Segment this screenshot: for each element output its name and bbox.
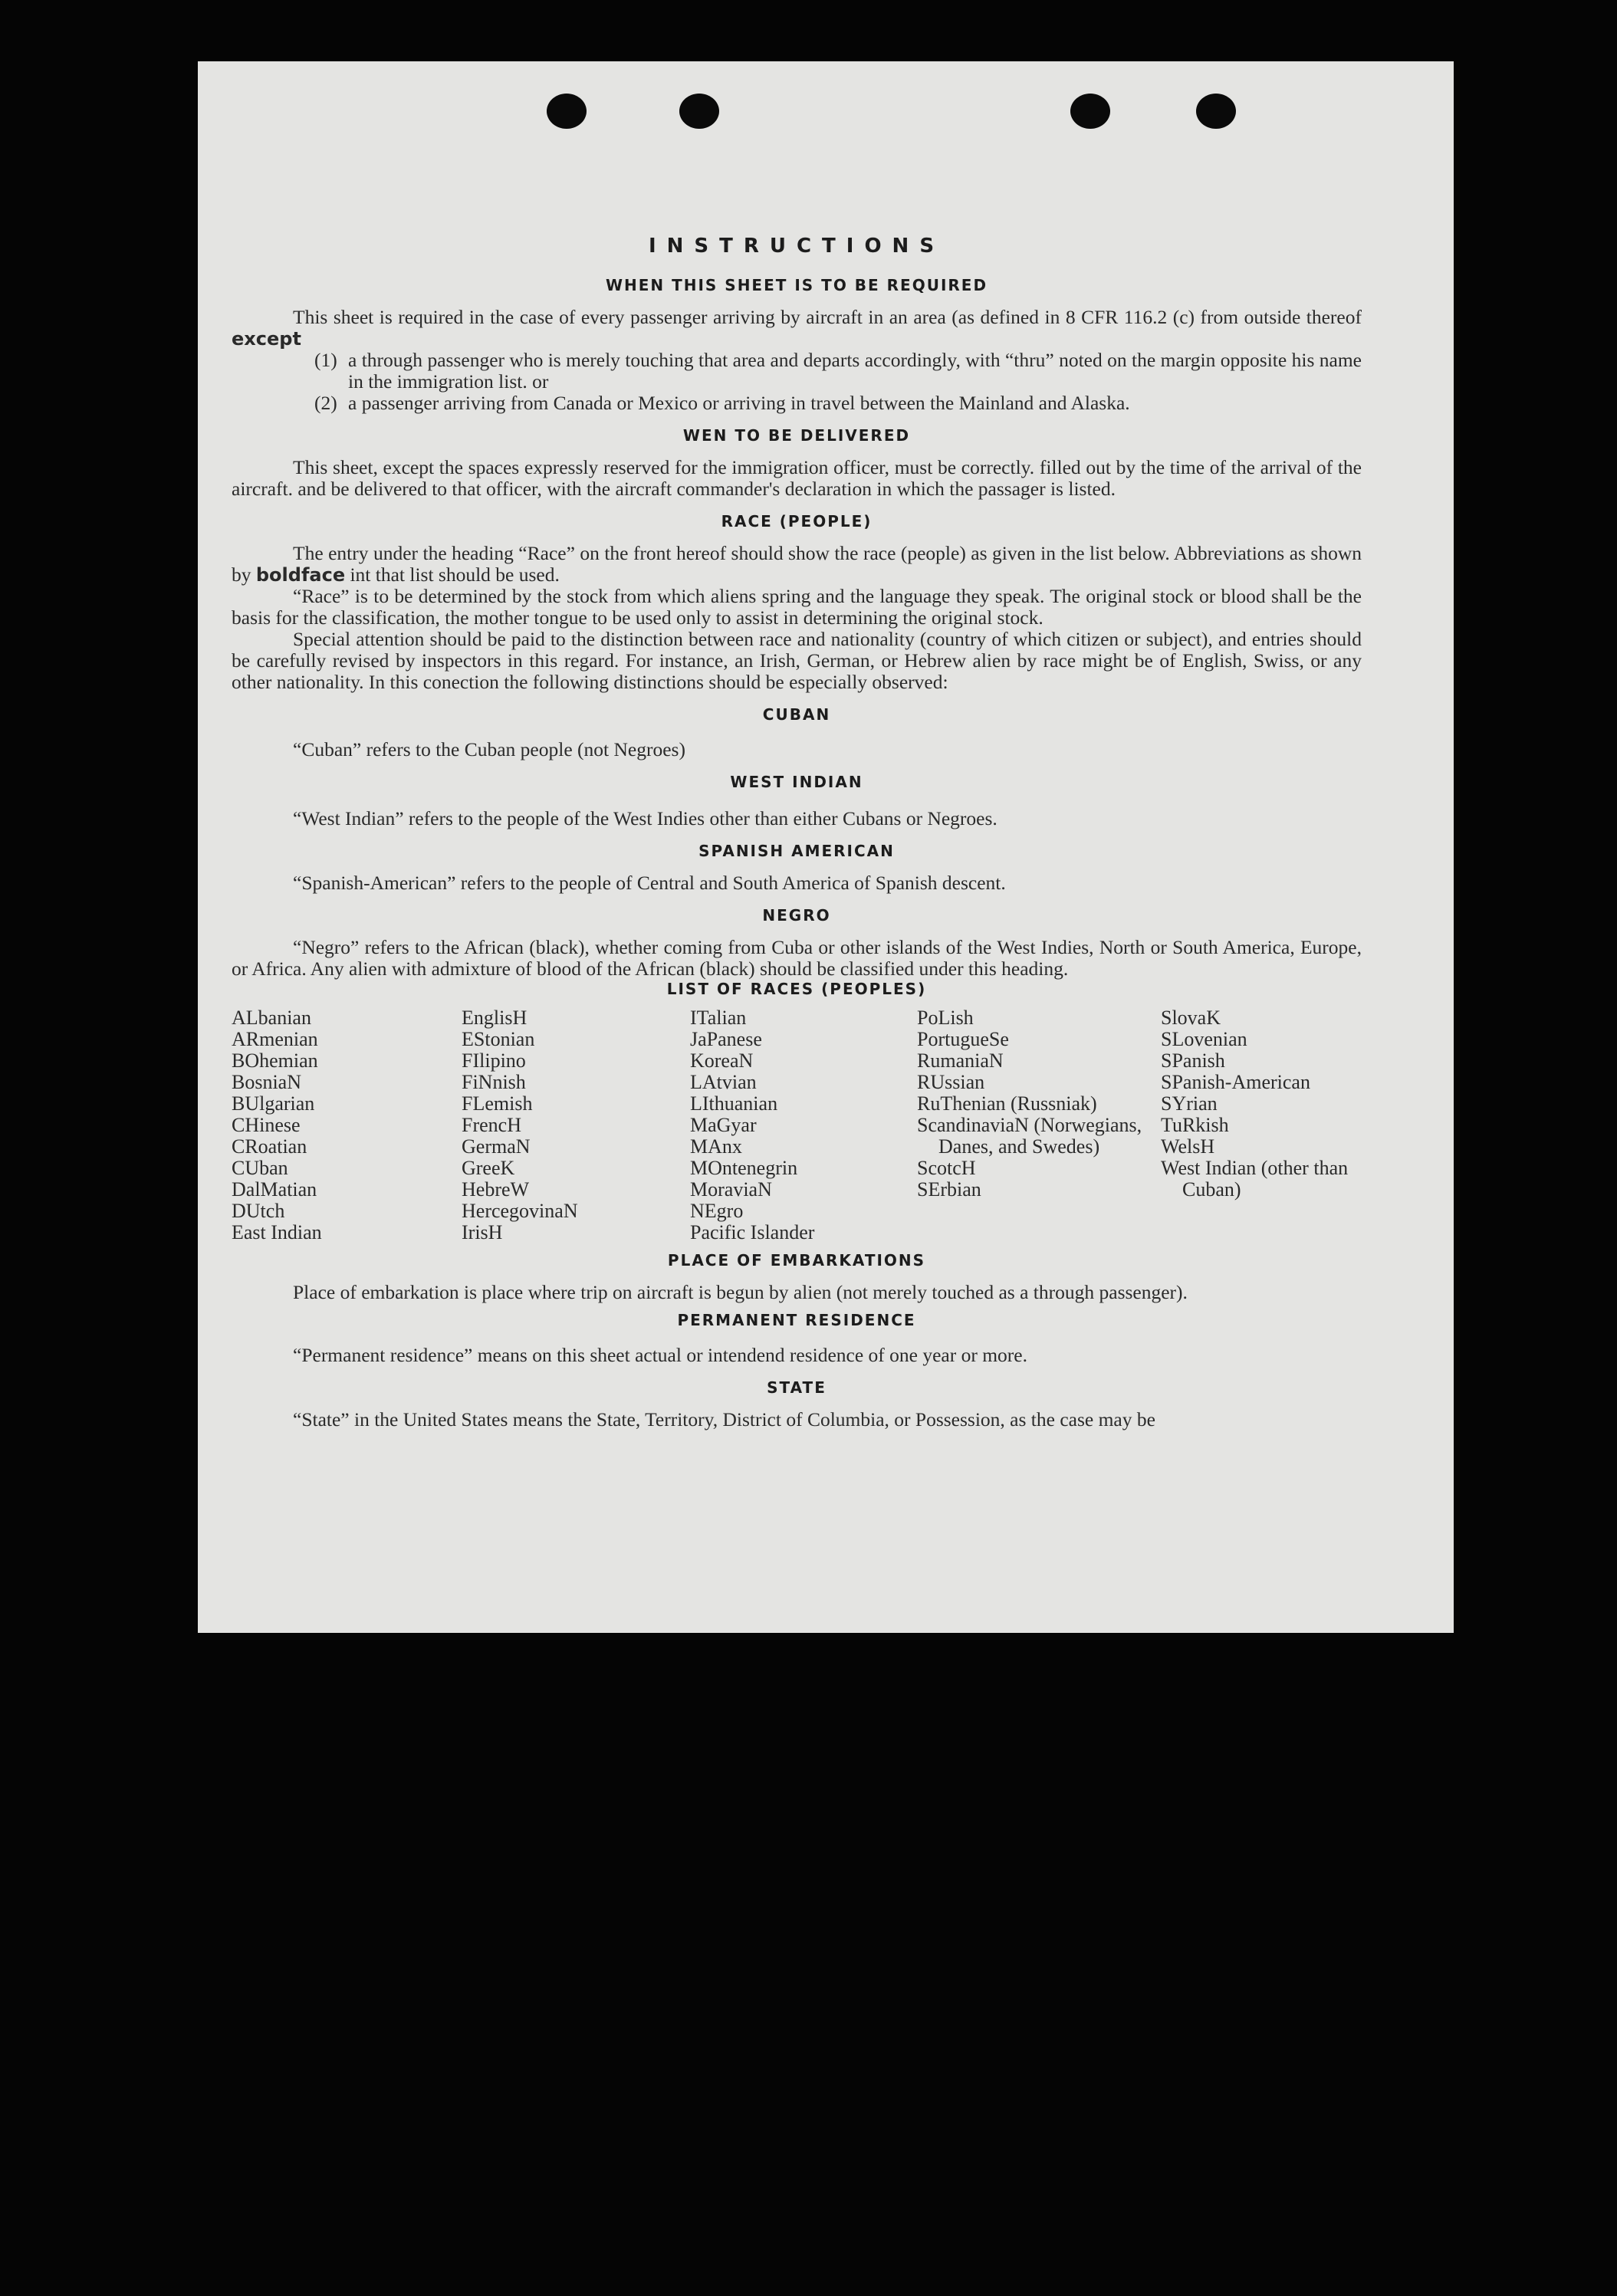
race-item: ARmenian [232, 1028, 318, 1050]
race-item: SPanish-American [1161, 1071, 1310, 1093]
race-list [232, 1007, 1362, 1243]
race-item: IrisH [462, 1221, 503, 1243]
race-item: SPanish [1161, 1049, 1225, 1072]
race-item: BOhemian [232, 1049, 318, 1072]
race-item: GermaN [462, 1135, 531, 1158]
race-item: MaGyar [690, 1114, 757, 1136]
race-item: RumaniaN [917, 1049, 1004, 1072]
race-item: GreeK [462, 1157, 515, 1179]
race-item: NEgro [690, 1200, 744, 1222]
section-heading: WHEN THIS SHEET IS TO BE REQUIRED [605, 276, 988, 294]
section-heading: CUBAN [762, 705, 831, 724]
paragraph: “Race” is to be determined by the stock from which aliens spring and the language they speak. The original stock or blood shall be the basis for the classification, the mother tongue to be used only to assist in determining the original stock. [232, 585, 1362, 629]
race-item: FrencH [462, 1114, 521, 1136]
race-item: ScandinaviaN (Norwegians, Danes, and Swedes) [917, 1114, 1142, 1158]
race-item: KoreaN [690, 1049, 754, 1072]
punch-hole [547, 94, 587, 129]
section-heading: PLACE OF EMBARKATIONS [667, 1251, 926, 1270]
section-heading: NEGRO [762, 906, 831, 925]
paragraph: “Spanish-American” refers to the people of Central and South America of Spanish descent. [293, 872, 1006, 894]
race-item: FIlipino [462, 1049, 526, 1072]
race-item: CHinese [232, 1114, 301, 1136]
race-item: MOntenegrin [690, 1157, 798, 1179]
section-heading: WEST INDIAN [730, 773, 863, 791]
paragraph: This sheet is required in the case of every passenger arriving by aircraft in an area (as defined in 8 CFR 116.2 (c) from outside thereof except [232, 306, 1362, 350]
race-item: FiNnish [462, 1071, 526, 1093]
race-item: BosniaN [232, 1071, 301, 1093]
race-item: ITalian [690, 1007, 747, 1029]
race-item: PoLish [917, 1007, 974, 1029]
race-item: HebreW [462, 1178, 530, 1201]
race-item: JaPanese [690, 1028, 762, 1050]
section-heading: STATE [767, 1378, 827, 1397]
race-item: SYrian [1161, 1092, 1218, 1115]
paragraph: “Permanent residence” means on this sheet actual or intendend residence of one year or more. [293, 1344, 1027, 1366]
race-column [232, 1007, 462, 1243]
race-item: LIthuanian [690, 1092, 778, 1115]
race-item: DalMatian [232, 1178, 317, 1201]
race-item: ALbanian [232, 1007, 311, 1029]
race-item: BUlgarian [232, 1092, 315, 1115]
paragraph: Special attention should be paid to the distinction between race and nationality (country of which citizen or subject), and entries should be carefully revised by inspectors in this regard. For instance, an Irish, German, or Hebrew alien by race might be of English, Swiss, or any other nationality. In this conection the following distinctions should be especially observed: [232, 628, 1362, 693]
punch-hole [1070, 94, 1110, 129]
paragraph: “State” in the United States means the State, Territory, District of Columbia, or Possession, as the case may be [293, 1408, 1155, 1430]
paragraph: Place of embarkation is place where trip on aircraft is begun by alien (not merely touched as a through passenger). [293, 1281, 1188, 1303]
race-item: CRoatian [232, 1135, 307, 1158]
race-item: DUtch [232, 1200, 285, 1222]
race-item: SlovaK [1161, 1007, 1221, 1029]
list-item: (1) a through passenger who is merely touching that area and departs accordingly, with “thru” noted on the margin opposite his name in the immigration list. or [314, 349, 1362, 393]
race-item: EnglisH [462, 1007, 527, 1029]
bold-term: boldface [255, 564, 346, 586]
race-item: Pacific Islander [690, 1221, 815, 1243]
race-column [690, 1007, 917, 1243]
race-item: SErbian [917, 1178, 981, 1201]
race-item: EStonian [462, 1028, 535, 1050]
sheet-content [232, 170, 1362, 1430]
page-title: INSTRUCTIONS [648, 235, 945, 258]
race-item: East Indian [232, 1221, 322, 1243]
race-item: TuRkish [1161, 1114, 1229, 1136]
race-item: West Indian (other than Cuban) [1161, 1157, 1349, 1201]
race-column [1161, 1007, 1362, 1243]
race-item: FLemish [462, 1092, 533, 1115]
race-column [462, 1007, 690, 1243]
section-heading: SPANISH AMERICAN [698, 842, 895, 860]
race-item: MAnx [690, 1135, 742, 1158]
paragraph: “West Indian” refers to the people of the West Indies other than either Cubans or Negroes. [293, 807, 997, 829]
instruction-sheet [198, 61, 1454, 1633]
section-heading: PERMANENT RESIDENCE [677, 1311, 916, 1329]
section-heading: LIST OF RACES (PEOPLES) [666, 980, 927, 998]
race-item: HercegovinaN [462, 1200, 578, 1222]
section-heading: WEN TO BE DELIVERED [682, 426, 911, 445]
race-item: MoraviaN [690, 1178, 772, 1201]
paragraph: “Negro” refers to the African (black), whether coming from Cuba or other islands of the West Indies, North or South America, Europe, or Africa. Any alien with admixture of blood of the African (black) should be classified under this heading. [232, 936, 1362, 980]
race-item: SLovenian [1161, 1028, 1247, 1050]
paragraph: This sheet, except the spaces expressly reserved for the immigration officer, must be correctly. filled out by the time of the arrival of the aircraft. and be delivered to that officer, with the aircraft commander's declaration in which the passager is listed. [232, 456, 1362, 500]
race-column [917, 1007, 1161, 1243]
punch-hole [1196, 94, 1236, 129]
paragraph: The entry under the heading “Race” on the front hereof should show the race (people) as given in the list below. Abbreviations as shown by boldface int that list should be used. [232, 542, 1362, 586]
race-item: PortugueSe [917, 1028, 1009, 1050]
paragraph: “Cuban” refers to the Cuban people (not Negroes) [293, 738, 685, 760]
race-item: CUban [232, 1157, 288, 1179]
bold-term: except [232, 328, 301, 350]
race-item: RUssian [917, 1071, 985, 1093]
race-item: LAtvian [690, 1071, 757, 1093]
section-heading: RACE (PEOPLE) [721, 512, 873, 530]
race-item: ScotcH [917, 1157, 976, 1179]
punch-hole [679, 94, 719, 129]
race-item: WelsH [1161, 1135, 1215, 1158]
list-item: (2) a passenger arriving from Canada or Mexico or arriving in travel between the Mainland and Alaska. [314, 392, 1130, 414]
race-item: RuThenian (Russniak) [917, 1092, 1097, 1115]
